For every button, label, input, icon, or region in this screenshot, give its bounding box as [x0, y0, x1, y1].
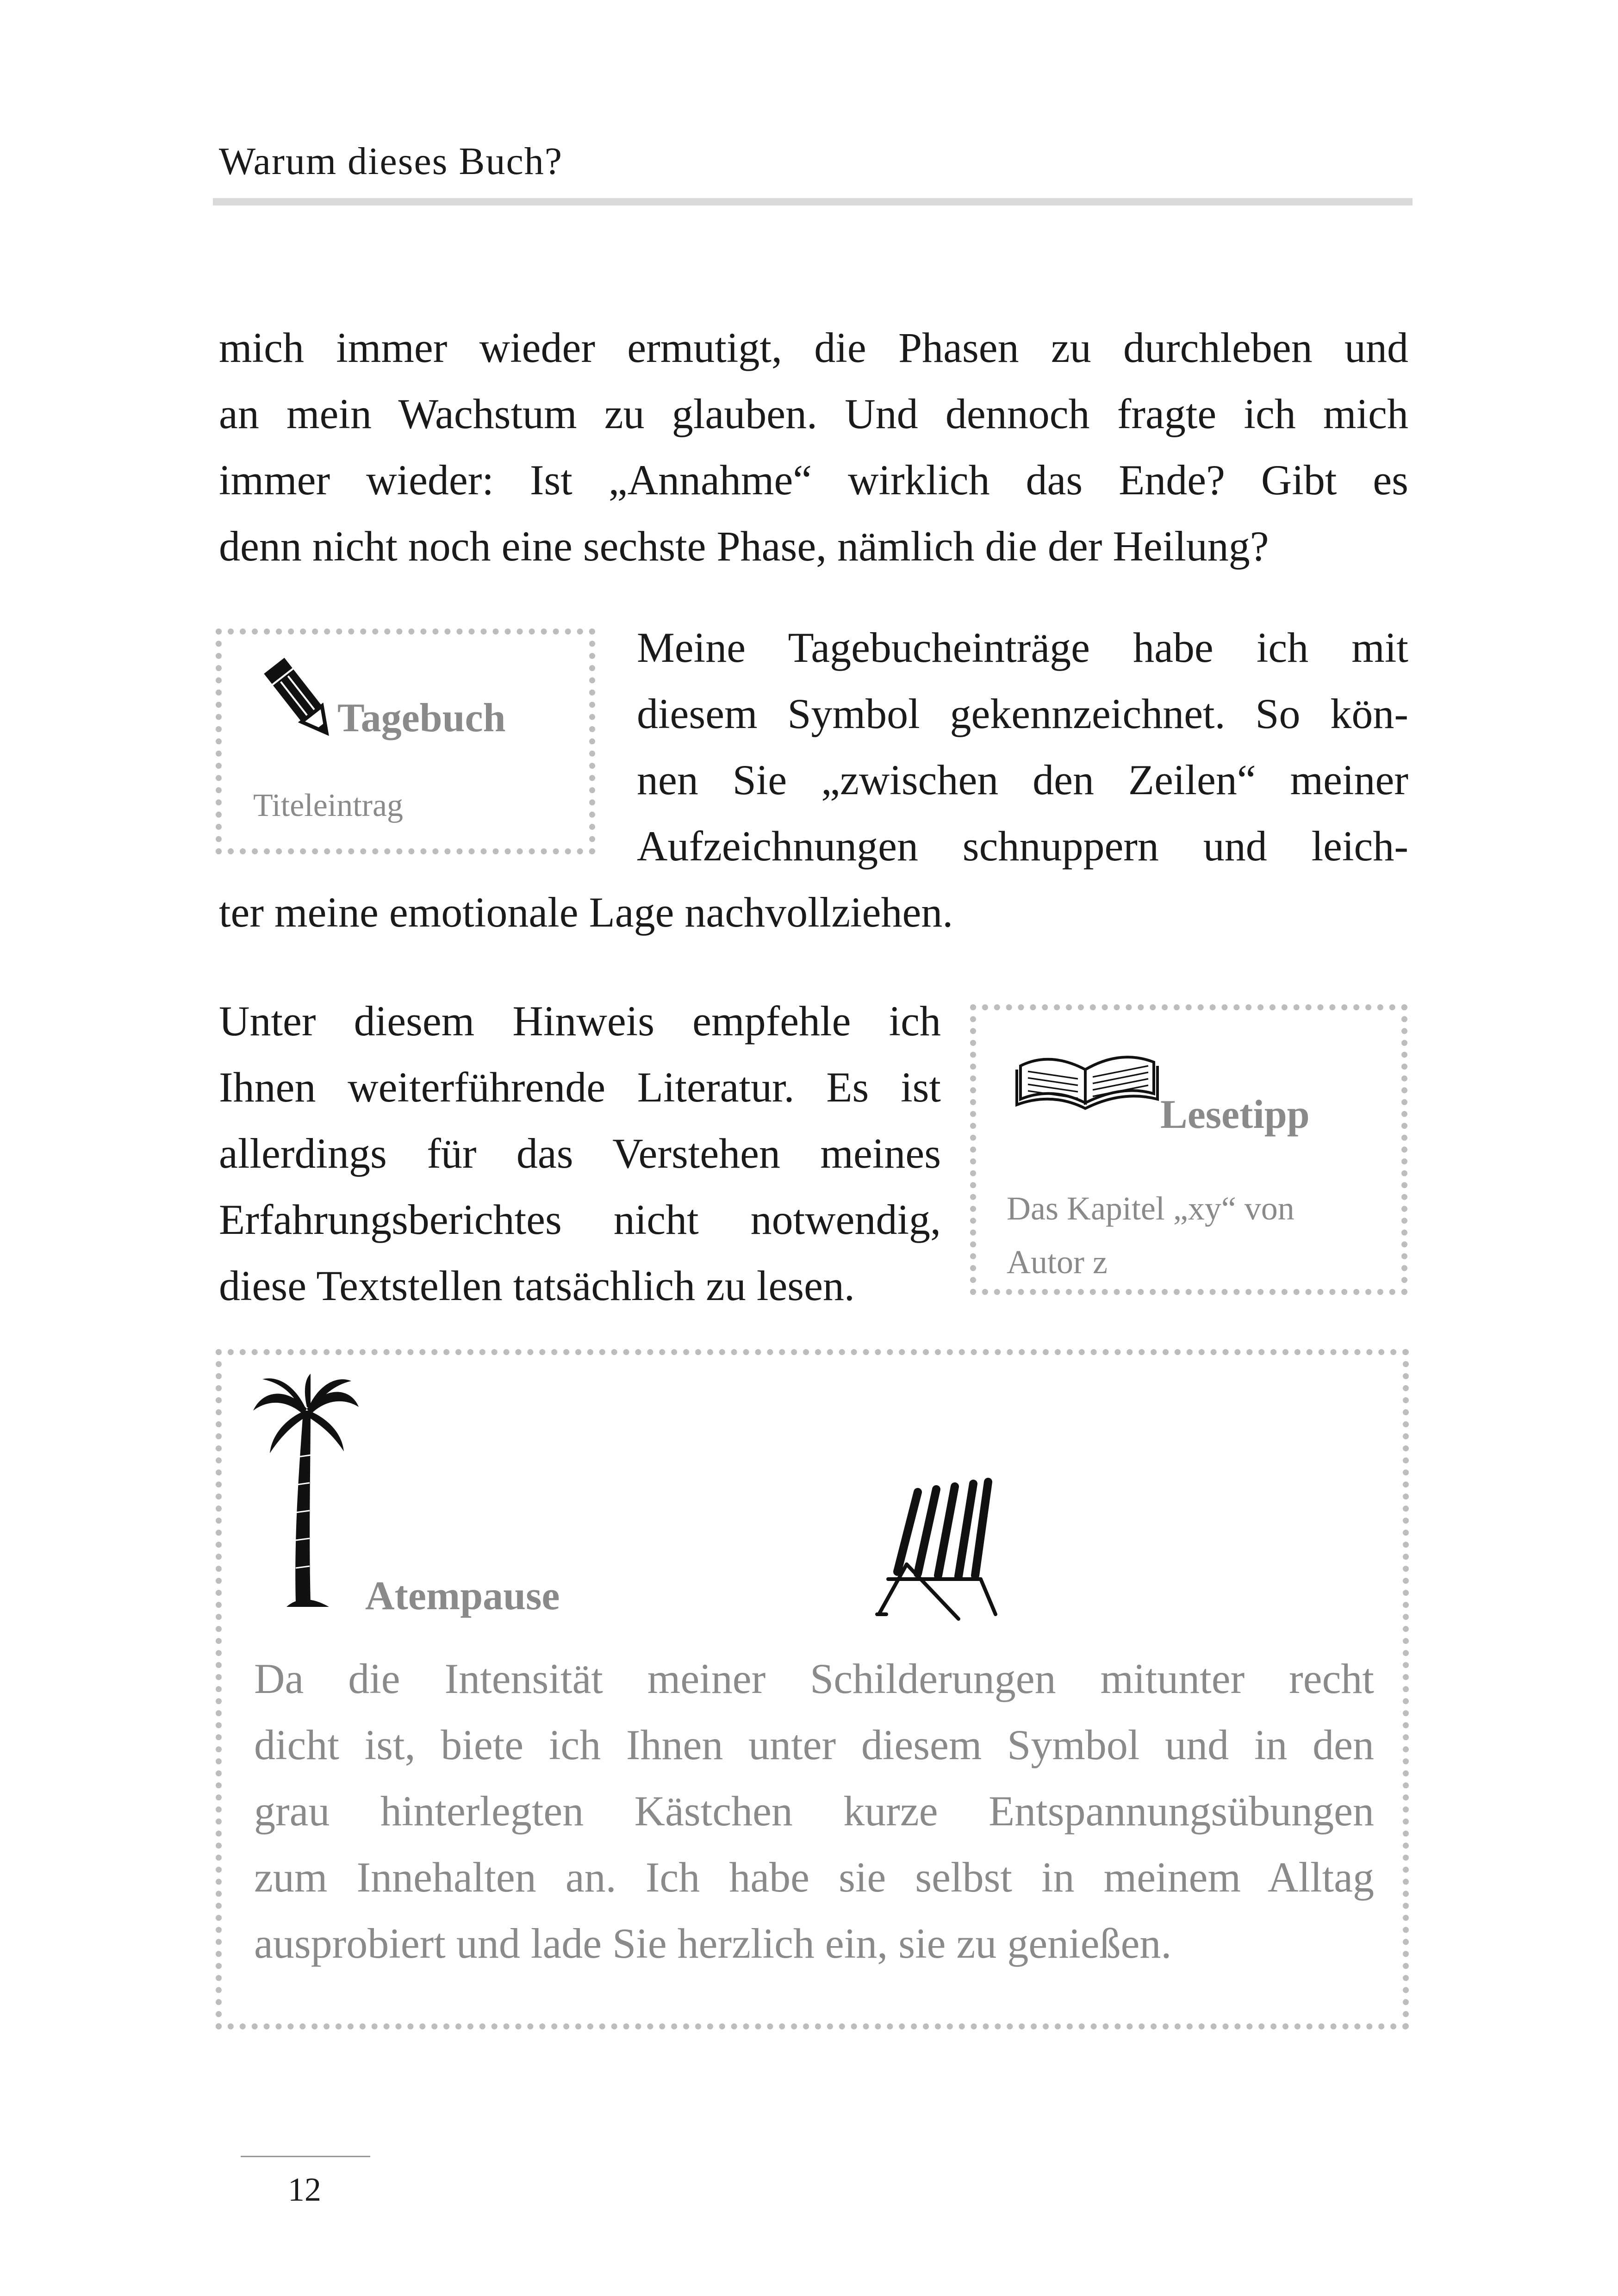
text-line: allerdings für das Verstehen meines: [219, 1130, 941, 1177]
palm-tree-icon: [249, 1374, 361, 1619]
pencil-icon: [254, 653, 347, 746]
lesetipp-paragraph: [219, 988, 941, 1319]
lesetipp-box: [970, 1004, 1407, 1295]
deck-chair-icon: [870, 1475, 1004, 1624]
text-line: immer wieder: Ist „Annahme“ wirklich das Ende? Gibt es: [219, 456, 1408, 504]
text-line: an mein Wachstum zu glauben. Und dennoch fragte ich mich: [219, 390, 1408, 437]
atempause-heading: Atempause: [365, 1574, 560, 1618]
page-number: 12: [288, 2171, 321, 2208]
atempause-paragraph: [254, 1646, 1374, 1977]
lesetipp-heading: Lesetipp: [1160, 1092, 1310, 1137]
open-book-icon: [1013, 1038, 1161, 1112]
text-line: nen Sie „zwischen den Zeilen“ meiner: [637, 756, 1408, 803]
text-line: Ihnen weiterführende Literatur. Es ist: [219, 1064, 941, 1111]
text-line: Erfahrungsberichtes nicht notwendig,: [219, 1196, 941, 1243]
lesetipp-subtext-line: Autor z: [1007, 1244, 1108, 1281]
text-line: dicht ist, biete ich Ihnen unter diesem Symbol und in den: [254, 1721, 1374, 1768]
text-line: zum Innehalten an. Ich habe sie selbst in meinem Alltag: [254, 1854, 1374, 1901]
tagebuch-paragraph: [637, 615, 1408, 879]
text-line: mich immer wieder ermutigt, die Phasen zu durchleben und: [219, 324, 1408, 371]
lesetipp-subtext: [1007, 1182, 1294, 1289]
text-line: diese Textstellen tatsächlich zu lesen.: [219, 1262, 855, 1309]
running-header: Warum dieses Buch?: [219, 140, 563, 183]
text-line: Meine Tagebucheinträge habe ich mit: [637, 624, 1408, 671]
text-line: ausprobiert und lade Sie herzlich ein, sie zu genießen.: [254, 1920, 1172, 1967]
text-line: diesem Symbol gekennzeichnet. So kön-: [637, 690, 1408, 737]
text-line: ter meine emotionale Lage nachvollziehen.: [219, 889, 953, 936]
atempause-box: [216, 1349, 1409, 2029]
tagebuch-heading: Tagebuch: [337, 696, 506, 740]
footer-rule: [241, 2156, 370, 2157]
tagebuch-subtext: Titeleintrag: [253, 788, 404, 823]
text-line: Da die Intensität meiner Schilderungen mitunter recht: [254, 1655, 1374, 1702]
text-line: grau hinterlegten Kästchen kurze Entspannungsübungen: [254, 1787, 1374, 1835]
intro-paragraph: [219, 315, 1408, 579]
tagebuch-box: [216, 628, 595, 854]
text-line: Unter diesem Hinweis empfehle ich: [219, 997, 941, 1045]
lesetipp-subtext-line: Das Kapitel „xy“ von: [1007, 1190, 1294, 1227]
header-rule: [213, 198, 1413, 205]
text-line: denn nicht noch eine sechste Phase, nämlich die der Heilung?: [219, 523, 1269, 570]
text-line: Aufzeichnungen schnuppern und leich-: [637, 822, 1408, 870]
tagebuch-paragraph-end: [219, 879, 1408, 946]
